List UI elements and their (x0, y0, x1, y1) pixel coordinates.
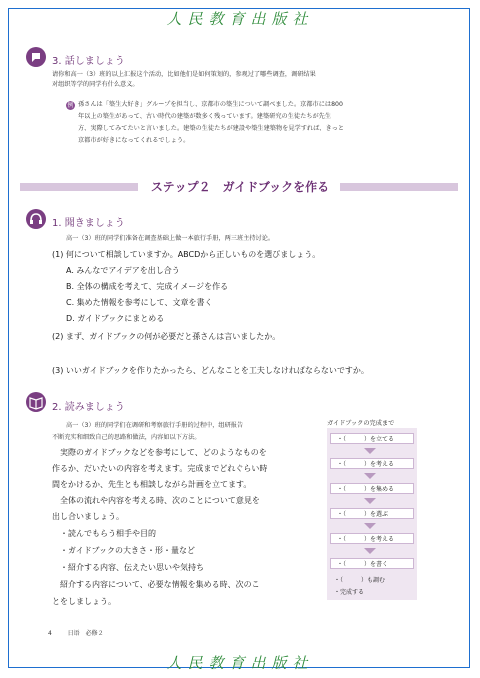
flow-arrow-4 (364, 523, 376, 529)
step-title: ステップ２ ガイドブックを作る (150, 180, 330, 194)
read-section-icon (26, 392, 46, 412)
read-section-title: 2. 読みましょう (52, 402, 125, 413)
listen-q3: (3) いいガイドブックを作りたかったら、どんなことを工夫しなければならないですか。 (52, 366, 369, 375)
listen-q2: (2) まず、ガイドブックの何が必要だと孫さんは言いましたか。 (52, 332, 281, 341)
flow-step-3: ・（ ）を集める (330, 483, 414, 494)
book-name: 日语 必修２ (67, 630, 104, 637)
publisher-header: 人民教育出版社 (166, 10, 314, 28)
flow-arrow-5 (364, 548, 376, 554)
flow-step-1: ・（ ）を立てる (330, 433, 414, 444)
flow-title: ガイドブックの完成まで (327, 420, 395, 427)
listen-option-b: B. 全体の構成を考えて、完成イメージを作る (66, 282, 229, 291)
read-paragraph-1-line-3: 間をかけるか、先生とも相談しながら計画を立てます。 (52, 480, 252, 489)
publisher-footer: 人民教育出版社 (166, 654, 314, 672)
read-bullet-1: ・読んでもらう相手や目的 (60, 529, 156, 538)
read-paragraph-2-line-1: 全体の流れや内容を考える時、次のことについて意見を (60, 496, 260, 505)
listen-cn-instruction: 高一（3）班的同学们准备在调查基础上做一本旅行手册，两三班主持讨论。 (66, 235, 275, 242)
read-bullet-3: ・紹介する内容、伝えたい思いや気持ち (60, 563, 204, 572)
flow-step-5: ・（ ）を考える (330, 533, 414, 544)
read-paragraph-3-line-1: 紹介する内容について、必要な情報を集める時、次のこ (60, 580, 260, 589)
talk-example-3: 方、実際してみてたいと言いました。建築の生徒たちが建設や築生建築物を見学すれば、きっと (78, 125, 345, 132)
listen-section-title: 1. 聞きましょう (52, 218, 125, 229)
listen-option-d: D. ガイドブックにまとめる (66, 314, 165, 323)
listen-q1: (1) 何について相談していますか。ABCDから正しいものを選びましょう。 (52, 250, 321, 259)
read-cn-instruction-2: 不断充实和细致自己的思路和做法，内容如以下方法。 (52, 434, 201, 441)
flow-step-4: ・（ ）を選ぶ (330, 508, 414, 519)
flow-arrow-2 (364, 473, 376, 479)
page-number: 4 (48, 630, 52, 637)
listen-section-icon (26, 209, 46, 229)
read-paragraph-3-line-2: とをしましょう。 (52, 597, 116, 606)
page-footer (48, 628, 104, 637)
talk-cn-instruction-2: 对组织等学的同学有什么意义。 (52, 81, 139, 88)
talk-example-4: 京都市が好きになってくれるでしょう。 (78, 137, 190, 144)
listen-option-c: C. 集めた情報を参考にして、文章を書く (66, 298, 213, 307)
talk-section-title: 3. 話しましょう (52, 56, 125, 67)
talk-example-2: 年以上の築生があって、古い時代の建築が数多く残っています。建築研究の生徒たちが先生 (78, 113, 332, 120)
flow-arrow-3 (364, 498, 376, 504)
read-paragraph-2-line-2: 出し合いましょう。 (52, 512, 124, 521)
flow-extra-2: ・完成する (334, 589, 365, 596)
read-cn-instruction-1: 高一（3）班的同学们在调研和考察旅行手册的过程中，组研报告 (66, 422, 244, 429)
flow-extra-1: ・（ ）も調む (334, 577, 386, 584)
listen-option-a: A. みんなでアイデアを出し合う (66, 266, 180, 275)
flow-arrow-1 (364, 448, 376, 454)
example-mark: 例 (67, 102, 74, 109)
flow-step-6: ・（ ）を書く (330, 558, 414, 569)
flow-step-2: ・（ ）を考える (330, 458, 414, 469)
read-paragraph-1-line-1: 実際のガイドブックなどを参考にして、どのようなものを (60, 448, 267, 457)
read-paragraph-1-line-2: 作るか、だいたいの内容を考えます。完成までどれぐらい時 (52, 464, 268, 473)
talk-section-icon (26, 47, 46, 67)
talk-example-1: 孫さんは「築生大好き」グループを担当し、京都市の築生について調べました。京都市には800 (78, 101, 343, 108)
talk-cn-instruction-1: 请你和高一（3）班的以上汇报这个活动，比如他们是如何策划的，参观过了哪些调查，调研结果 (52, 71, 316, 78)
read-bullet-2: ・ガイドブックの大きさ・形・量など (60, 546, 195, 555)
